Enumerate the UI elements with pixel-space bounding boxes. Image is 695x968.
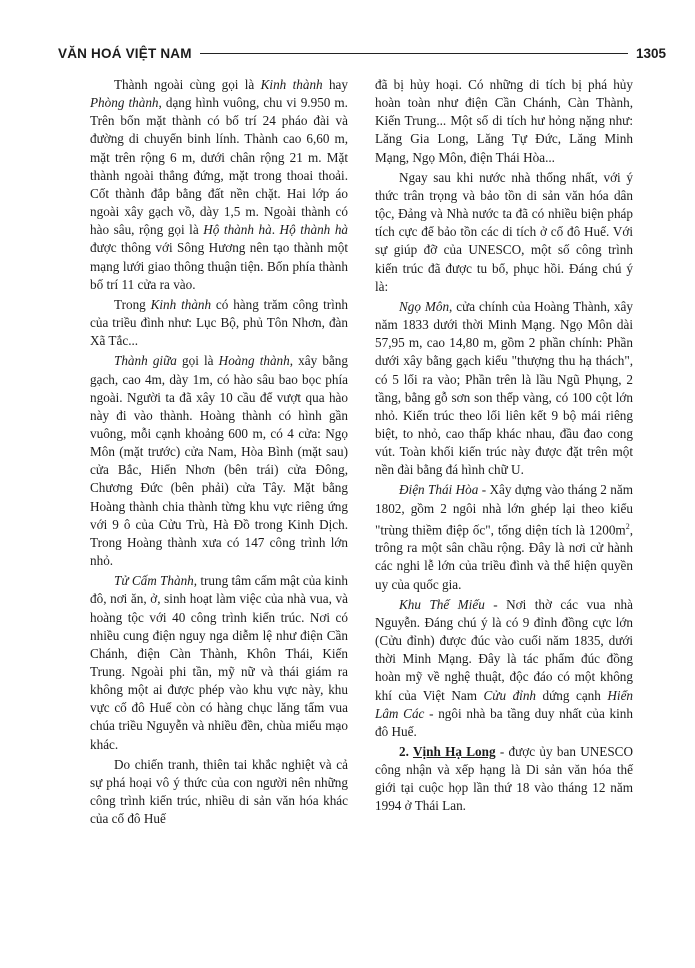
- paragraph-ha-long: 2. Vịnh Hạ Long - được ủy ban UNESCO công nhận và xếp hạng là Di sản văn hóa thế giới tại cuộc họp lần thứ 18 vào tháng 12 năm 1994 ở Thái Lan.: [375, 744, 633, 814]
- paragraph-war-damage: Do chiến tranh, thiên tai khắc nghiệt và cả sự phá hoại vô ý thức của con người nên những công trình kiến trúc, nhiều di sản văn hóa khác của cố đô Huế: [90, 756, 348, 827]
- paragraph-kinh-thanh: Thành ngoài cùng gọi là Kinh thành hay Phòng thành, dạng hình vuông, chu vi 9.950 m. Trên bốn mặt thành có bố trí 24 pháo đài và đường di chuyển binh lính. Thành cao 6,60 m, mặt trên rộng 6 m, dưới chân rộng 21 m. Mặt thành ngoài thẳng đứng, mặt trong thoai thoải. Cốt thành đắp bằng đất nền chặt. Hai lớp áo ngoài xây gạch vồ, dày 1,5 m. Ngoài thành có hào sâu, rộng gọi là Hộ thành hà. Hộ thành hà được thông với Sông Hương nên tạo thành một mạng lưới giao thông thuận tiện. Bốn phía thành bố trí 11 cửa ra vào.: [90, 77, 349, 292]
- right-column: [375, 76, 633, 818]
- paragraph-the-mieu: Khu Thế Miếu - Nơi thờ các vua nhà Nguyễn. Đáng chú ý là có 9 đỉnh đồng cực lớn (Cửu đỉnh) được đúc vào cuối năm 1835, dưới thời Minh Mạng. Đây là tác phẩm đúc đồng hoàn mỹ về nghệ thuật, độc đáo có một không khí của Việt Nam Cửu đỉnh dứng cạnh Hiển Lâm Các - ngôi nhà ba tầng duy nhất của kinh đô Huế.: [375, 596, 634, 739]
- paragraph-tu-cam-thanh: Tử Cấm Thành, trung tâm cấm mật của kinh đô, nơi ăn, ở, sinh hoạt làm việc của nhà vua, và hoàng tộc với 40 công trình kiến trúc. Nơi có nhiều cung điện nguy nga diễm lệ như điện Cần Chánh, điện Càn Thành, Khôn Thái, Kiến Trung. Ngoài phi tần, mỹ nữ và thái giám ra không một ai được phép vào khu vực này, khu vực cố đô Huế còn có hàng chục lăng tẩm vua chúa triều Nguyễn và nhiều đền, chùa miếu mạo khác.: [90, 573, 348, 752]
- paragraph-dien-thai-hoa: Điện Thái Hòa - Xây dựng vào tháng 2 năm 1802, gồm 2 ngôi nhà lớn ghép lại theo kiểu "trùng thiềm điệp ốc", tổng diện tích là $1200m^2$, trông ra một sân chầu rộng. Đây là nơi cử hành các nghi lễ lớn của triều đình và thể hiện quyền uy của quốc gia.: [375, 482, 634, 592]
- left-column: [90, 76, 348, 830]
- page-number: 1305: [635, 45, 666, 61]
- paragraph-hoang-thanh: Thành giữa gọi là Hoàng thành, xây bằng gạch, cao 4m, dày 1m, có hào sâu bao bọc phía ngoài. Người ta đã xây 10 cầu để vượt qua hào này đi vào thành. Hoàng thành có hình gần vuông, mỗi cạnh khoảng 600 m, có 4 cửa: Ngọ Môn (mặt trước) cửa Nam, Hòa Bình (mặt sau) cửa Bắc, Hiển Nhơn (bên trái) cửa Đông, Chương Đức (bên phải) cửa Tây. Mặt bằng Hoàng thành chia thành từng khu vực riêng ứng với 9 ô của Cửu Trù, Hà Đồ trong Kinh Dịch. Trong Hoàng thành xưa có 147 công trình lớn nhỏ.: [90, 353, 348, 569]
- running-title: VĂN HOÁ VIỆT NAM: [58, 45, 192, 61]
- paragraph-restoration: Ngay sau khi nước nhà thống nhất, với ý thức trân trọng và bảo tồn di sản văn hóa dân tộc, Đảng và Nhà nước ta đã có nhiều biện pháp tích cực để bảo tồn các di tích ở cố đô Huế. Với sự giúp đỡ của UNESCO, một số công trình kiến trúc đã được tu bổ, phục hồi. Đáng chú ý là:: [375, 169, 633, 294]
- paragraph-ngo-mon: Ngọ Môn, cửa chính của Hoàng Thành, xây năm 1833 dưới thời Minh Mạng. Ngọ Môn dài 57,95 m, cao 14,80 m, gồm 2 phần chính: Phần dưới xây bằng gạch kiểu "thượng thu hạ thách", có 5 lối ra vào; Phần trên là lầu Ngũ Phụng, 2 tầng, bằng gỗ sơn son thếp vàng, có 100 cột lớn nhỏ. Kiến trúc theo lối liên kết 9 bộ mái riêng biệt, to nhỏ, cao thấp khác nhau, đầu đao cong vút. Toàn khối kiến trúc này được đặt trên một nền đài bằng đá hình chữ U.: [375, 298, 634, 478]
- paragraph-destroyed-relics: đã bị hủy hoại. Có những di tích bị phá hủy hoàn toàn như điện Cần Chánh, Càn Thành, Kiến Trung... Một số di tích hư hỏng nặng như: Lăng Gia Long, Lăng Tự Đức, Lăng Minh Mạng, Ngọ Môn, điện Thái Hòa...: [375, 77, 633, 165]
- page-header: [58, 38, 666, 68]
- paragraph-kinh-thanh-buildings: Trong Kinh thành có hàng trăm công trình của triều đình như: Lục Bộ, phủ Tôn Nhơn, đàn Xã Tắc...: [90, 296, 349, 349]
- header-rule: [200, 53, 628, 54]
